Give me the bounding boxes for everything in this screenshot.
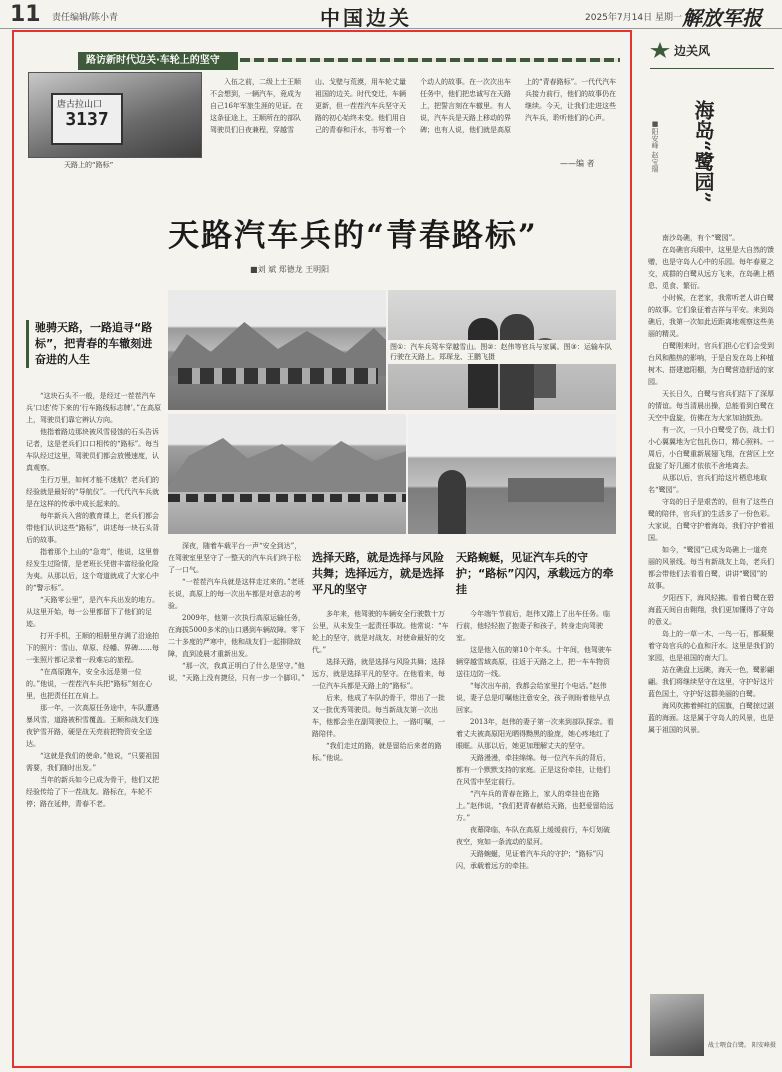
essay-title: 海岛“鹭园” (691, 100, 715, 204)
paragraph: 他指着路边那块被风雪侵蚀的石头告诉记者，这是老兵们口口相传的“路标”。每当车队经过这里，驾驶员们都会放慢速度，认真观察。 (26, 428, 160, 472)
highway-convoy-photo (168, 414, 406, 534)
essay-author: ■阳安峰 赵宝瑞 (651, 120, 659, 173)
kicker-banner: 路访新时代边关·车轮上的坚守 (78, 52, 238, 70)
paragraph: 白鹭刚来时，官兵们担心它们会受到台风和酷热的影响，于是自发在岛上种植树木、搭建遮阳棚，为白鹭营造舒适的家园。 (648, 342, 774, 386)
column-label (650, 40, 770, 62)
paragraph: “每次出车前，我都会给家里打个电话。”赵伟说，妻子总是叮嘱他注意安全，孩子则盼着他早点回家。 (456, 682, 610, 714)
paragraph: 后来，他成了车队的骨干，带出了一批又一批优秀驾驶员。每当新战友第一次出车，他都会坐在副驾驶位上，一路叮嘱，一路陪伴。 (312, 694, 445, 738)
body-column-1 (168, 540, 306, 1062)
paragraph: “汽车兵的青春在路上，家人的牵挂也在路上。”赵伟说，“我们把青春献给天路，也把爱留给远方。” (456, 790, 614, 822)
section2-paragraphs-a (168, 540, 306, 684)
star-icon (650, 42, 670, 58)
paragraph: 多年来，他驾驶的车辆安全行驶数十万公里，从未发生一起责任事故。他常说：“车轮上的坚守，就是对战友、对使命最好的交代。” (312, 610, 449, 654)
mountain-shape (168, 316, 386, 376)
paragraph: 那一年，一次高原任务途中，车队遭遇暴风雪，道路被积雪覆盖。王顺和战友们连夜铲雪开路，硬是在天亮前把物资安全送达。 (26, 704, 159, 748)
editor-note: 入伍之前，二级上士王顺不会想到，一辆汽车，竟成为自己16年军旅生涯的见证。在这条征途上，王顺所在的部队驾驶员们日夜兼程，穿越雪山、戈壁与荒漠，用车轮丈量祖国的边关。时代变迁，车辆更新，但一茬茬汽车兵坚守天路的初心始终未变。他们用自己的青春和汗水，书写着一个个动人的故事。在一次次出车任务中，他们把忠诚写在天路上，把誓言刻在车辙里。有人说，汽车兵是天路上移动的界碑；也有人说，他们就是高原上的“青春路标”。一代代汽车兵接力前行，他们的故事仍在继续。今天，让我们走进这些汽车兵，聆听他们的心声。 (210, 78, 617, 134)
paragraph: 小时候，在老家，我常听老人讲白鹭的故事。它们象征着吉祥与平安。来到岛礁后，我第一次如此近距离地观察这些美丽的精灵。 (648, 294, 774, 338)
masthead (0, 0, 782, 29)
paragraph: 选择天路，就是选择与风险共舞；选择远方，就是选择平凡的坚守。在他看来，每一位汽车兵都是天路上的“路标”。 (312, 658, 445, 690)
paragraph: “一茬茬汽车兵就是这样走过来的。”老班长说，高原上的每一次出车都是对意志的考验。 (168, 578, 305, 610)
section2-paragraphs-b (312, 608, 450, 764)
paragraph: 每年新兵入营的教育课上，老兵们都会带他们认识这些“路标”，讲述每一块石头背后的故事。 (26, 512, 160, 544)
photo-caption: 图①：汽车兵驾车穿越雪山。图②：赵伟等官兵与家属。图③：运输车队行驶在天路上。郑琛龙、王鹏飞摄 (388, 340, 616, 364)
column-label-text: 边关风 (674, 44, 711, 58)
paragraph: 从那以后，官兵们给这片栖息地取名“鹭园”。 (648, 474, 767, 494)
paragraph: “天路零公里”，是汽车兵出发的地方。从这里开始，每一公里都留下了他们的足迹。 (26, 596, 160, 628)
section3-heading: 天路蜿蜒，见证汽车兵的守护；“路标”闪闪，承载远方的牵挂 (456, 551, 614, 596)
essay-body (648, 232, 774, 982)
column-divider (650, 68, 774, 69)
paragraph: 2013年，赵伟的妻子第一次来到部队探亲。看着丈夫被高原阳光晒得黝黑的脸庞，她心疼地红了眼眶。从那以后，她更加理解丈夫的坚守。 (456, 718, 614, 750)
paper-logo: 解放军报 (682, 6, 762, 30)
paragraph: “这就是我们的使命。”他说，“只要祖国需要，我们随时出发。” (26, 752, 160, 772)
paragraph: “在高原跑车，安全永远是第一位的。”他说，一茬茬汽车兵把“路标”刻在心里，也把责任扛在肩上。 (26, 668, 153, 700)
plateau-driver-photo (408, 414, 616, 534)
paragraph: 守岛的日子是艰苦的，但有了这些白鹭的陪伴，官兵们的生活多了一份色彩。大家说，白鹭守护着海岛，我们守护着祖国。 (648, 498, 774, 542)
lead-column (26, 290, 161, 1060)
road-sign-photo (28, 72, 202, 158)
decorative-stripe (240, 58, 620, 62)
paragraph: 生行万里，如何才能不迷航？老兵们的经验就是最好的“导航仪”。一代代汽车兵就是在这样的传承中成长起来的。 (26, 476, 160, 508)
paragraph: 有一次，一只小白鹭受了伤，战士们小心翼翼地为它包扎伤口，精心照料。一周后，小白鹭重新展翅飞翔，在营区上空盘旋了好几圈才依依不舍地离去。 (648, 426, 774, 470)
road-sign (51, 93, 123, 145)
truck-shape (508, 478, 604, 502)
paragraph: “这块石头不一般，是经过一茬茬汽车兵‘口述’传下来的‘行车路线标志牌’。”在高原上，驾驶员们靠它辨认方向。 (26, 392, 161, 424)
paragraph: 夕阳西下，海风轻拂。看着白鹭在碧海蓝天间自由翱翔，我们更加懂得了守岛的意义。 (648, 594, 774, 626)
paragraph: 2009年，他第一次执行高原运输任务，在海拔5000多米的山口遇到车辆故障。零下二十多度的严寒中，他和战友们一起排除故障，直到凌晨才重新出发。 (168, 614, 305, 658)
editor-credit: 责任编辑/陈小青 (52, 13, 119, 23)
body-column-3 (456, 540, 616, 1062)
paragraph: 海风吹拂着鲜红的国旗，白鹭掠过湛蓝的海面。这是属于守岛人的风景，也是属于祖国的风景。 (648, 702, 774, 734)
paragraph: 指着那个上山的“急弯”，他说，这里曾经发生过险情，是老班长凭借丰富经验化险为夷。从那以后，这个弯道就成了大家心中的“警示标”。 (26, 548, 160, 592)
egret-photo (650, 994, 704, 1056)
issue-date: 2025年7月14日 星期一 (585, 13, 682, 23)
truck-convoy (178, 368, 378, 384)
sign-top-text: 唐古拉山口 (57, 100, 103, 110)
top-photo-caption: 天路上的“路标” (64, 161, 114, 169)
article-title: 天路汽车兵的“青春路标” (168, 218, 538, 254)
paragraph: 天长日久，白鹭与官兵们结下了深厚的情谊。每当清晨出操，总能看到白鹭在天空中盘旋，仿佛在为大家加油鼓劲。 (648, 390, 774, 422)
page-number: 11 (10, 2, 41, 27)
section3-paragraphs (456, 608, 616, 872)
article-byline: ■刘 斌 郑德龙 王明阳 (250, 265, 330, 274)
paragraph: 如今，“鹭园”已成为岛礁上一道亮丽的风景线。每当有新战友上岛，老兵们都会带他们去看看白鹭，讲讲“鹭园”的故事。 (648, 546, 774, 590)
mountain-shape (168, 432, 406, 492)
egret-photo-caption: 战士喂食白鹭。 阳安峰摄 (708, 1042, 776, 1049)
paragraph: 在岛礁官兵眼中，这里是大自然的馈赠，也是守岛人心中的乐园。每年春夏之交，成群的白鹭从远方飞来，在岛礁上栖息、觅食、繁衍。 (648, 246, 774, 290)
body-column-2 (312, 540, 450, 1062)
section2-heading: 选择天路，就是选择与风险共舞；选择远方，就是选择平凡的坚守 (312, 551, 444, 596)
section-title: 中国边关 (320, 6, 412, 30)
editor-note-signature: ——编 者 (560, 159, 595, 168)
paragraph: 天路漫漫，牵挂绵绵。每一位汽车兵的背后，都有一个默默支持的家庭。正是这份牵挂，让他们在风雪中坚定前行。 (456, 754, 610, 786)
paragraph: 站在礁盘上远眺，海天一色，鹭影翩翩。我们将继续坚守在这里，守护好这片蓝色国土，守护好这群美丽的白鹭。 (648, 666, 774, 698)
mountain-convoy-photo (168, 290, 386, 410)
essay-paragraphs (648, 232, 774, 736)
paragraph: 打开手机，王顺的相册里存满了沿途拍下的照片：雪山、草原、经幡、界碑……每一张照片都记录着一段难忘的旅程。 (26, 632, 159, 664)
paragraph: “那一次，我真正明白了什么是坚守。”他说，“天路上没有捷径，只有一步一个脚印。” (168, 662, 305, 682)
lead-paragraphs (26, 390, 161, 810)
paragraph: 当年的新兵如今已成为骨干，他们又把经验传给了下一茬战友。路标在，车轮不停；路在延伸，青春不老。 (26, 776, 159, 808)
paragraph: 天路蜿蜒，见证着汽车兵的守护；“路标”闪闪，承载着远方的牵挂。 (456, 850, 604, 870)
paragraph: 深夜，随着车载平台一声“安全到达”，在驾驶室里坚守了一整天的汽车兵们终于松了一口气。 (168, 542, 302, 574)
lead-heading: 驰骋天路，一路追寻“路标”，把青春的车辙刻进奋进的人生 (26, 320, 161, 368)
soldier-figure (438, 470, 466, 534)
paragraph: “我们走过的路，就是留给后来者的路标。”他说。 (312, 742, 442, 762)
paragraph: 夜幕降临，车队在高原上缓缓前行，车灯划破夜空，宛如一条流动的星河。 (456, 826, 610, 846)
paragraph: 今年端午节前后，赵伟又踏上了出车任务。临行前，他轻轻抱了抱妻子和孩子，转身走向驾驶室。 (456, 610, 610, 642)
paragraph: 这是他入伍的第10个年头。十年间，他驾驶车辆穿越雪域高原，往返于天路之上，把一车车物资送往边防一线。 (456, 646, 612, 678)
sign-number: 3137 (65, 108, 109, 130)
paragraph: 岛上的一草一木、一鸟一石，都凝聚着守岛官兵的心血和汗水。这里是我们的家园，也是祖国的南大门。 (648, 630, 774, 662)
paragraph: 南沙岛礁，有个“鹭园”。 (662, 234, 740, 242)
road-convoy (168, 494, 406, 502)
